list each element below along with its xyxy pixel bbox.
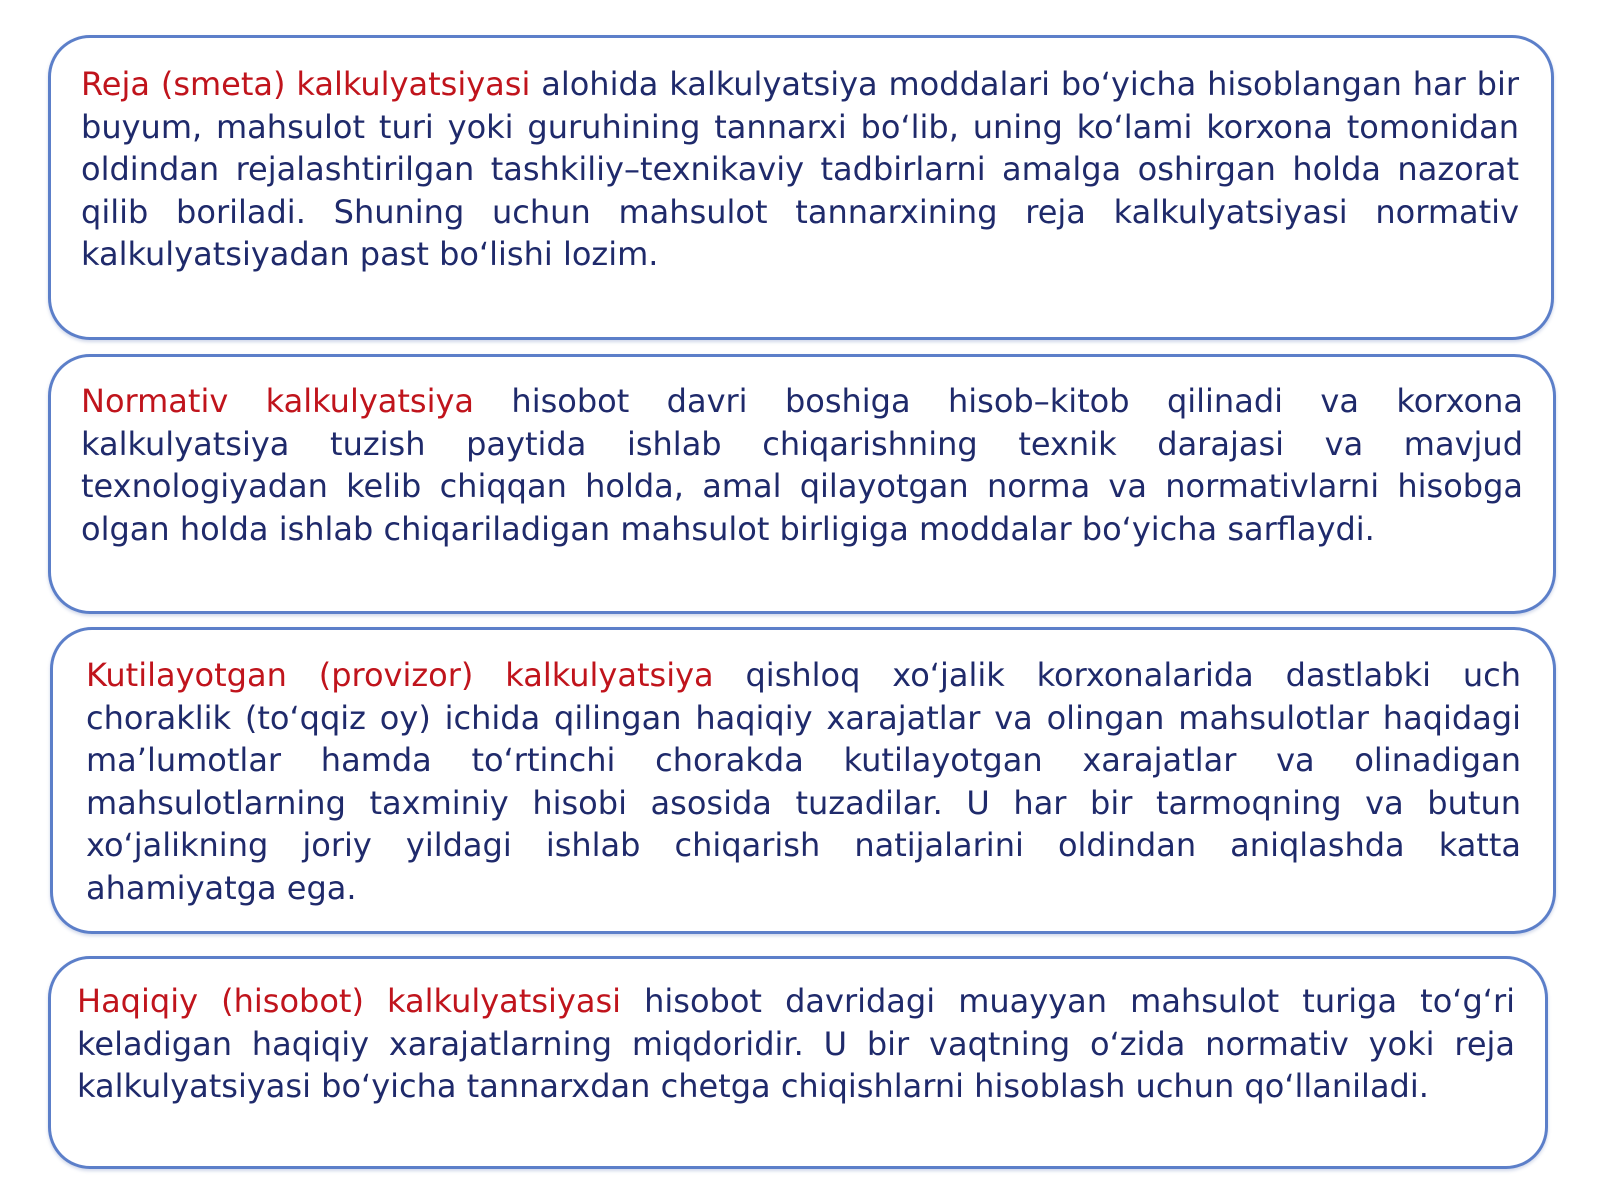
definition-term: Reja (smeta) kalkulyatsiyasi [81, 65, 531, 103]
definition-card-kutilayotgan [50, 627, 1556, 934]
definition-term: Haqiqiy (hisobot) kalkulyatsiyasi [77, 982, 622, 1020]
definition-paragraph [51, 357, 1553, 550]
definition-paragraph [53, 630, 1553, 909]
definition-term: Normativ kalkulyatsiya [81, 382, 475, 420]
definition-text: hisobot davri boshiga hisob–kitob qilinadi va korxona kalkulyatsiya tuzish paytida ishlab chiqarishning texnik darajasi va mavjud texnologiyadan kelib chiqqan holda, amal qilayotgan norma va normativlarni hisobga olgan holda ishlab chiqariladigan mahsulot birligiga moddalar bo‘yicha sarflaydi. [81, 382, 1524, 548]
definition-text: hisobot davridagi muayyan mahsulot turiga to‘g‘ri keladigan haqiqiy xarajatlarning miqdoridir. U bir vaqtning o‘zida normativ yoki reja kalkulyatsiyasi bo‘yicha tannarxdan chetga chiqishlarni hisoblash uchun qo‘llaniladi. [77, 982, 1516, 1105]
definition-text: qishloq xo‘jalik korxonalarida dastlabki uch choraklik (to‘qqiz oy) ichida qilingan haqiqiy xarajatlar va olingan mahsulotlar haqidagi ma’lumotlar hamda to‘rtinchi chorakda kutilayotgan xarajatlar va olinadigan mahsulotlarning taxminiy hisobi asosida tuzadilar. U har bir tarmoqning va butun xo‘jalikning joriy yildagi ishlab chiqarish natijalarini oldindan aniqlashda katta ahamiyatga ega. [86, 656, 1522, 907]
definition-paragraph [51, 38, 1551, 276]
definition-text: alohida kalkulyatsiya moddalari bo‘yicha hisoblangan har bir buyum, mahsulot turi yoki guruhining tannarxi bo‘lib, uning ko‘lami korxona tomonidan oldindan rejalashtirilgan tashkiliy–texnikaviy tadbirlarni amalga oshirgan holda nazorat qilib boriladi. Shuning uchun mahsulot tannarxining reja kalkulyatsiyasi normativ kalkulyatsiyadan past bo‘lishi lozim. [81, 65, 1520, 273]
definition-card-reja [48, 35, 1554, 340]
definition-card-normativ [48, 354, 1556, 614]
definition-card-haqiqiy [48, 956, 1548, 1169]
definition-term: Kutilayotgan (provizor) kalkulyatsiya [86, 656, 714, 694]
definition-paragraph [51, 959, 1545, 1108]
